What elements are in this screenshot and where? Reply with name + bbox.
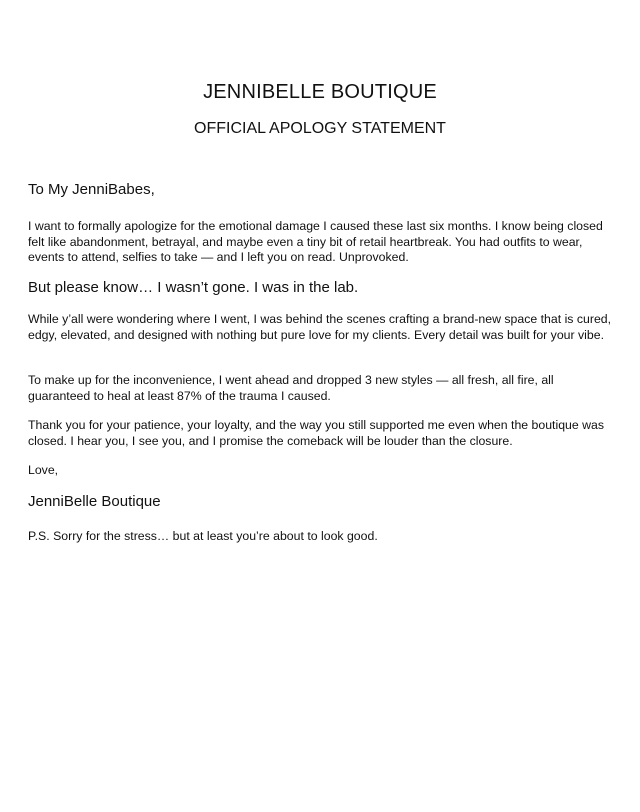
- document-title: JENNIBELLE BOUTIQUE: [203, 81, 437, 103]
- paragraph-thanks: Thank you for your patience, your loyalty, and the way you still supported me even when the boutique was closed. I hear you, I see you, and I promise the comeback will be louder than the closure.: [28, 418, 605, 448]
- paragraph-new-styles: To make up for the inconvenience, I went ahead and dropped 3 new styles — all fresh, all fire, all guaranteed to heal at least 87% of the trauma I caused.: [28, 373, 554, 403]
- greeting: To My JenniBabes,: [28, 181, 155, 198]
- postscript: P.S. Sorry for the stress… but at least you’re about to look good.: [28, 529, 378, 543]
- paragraph-new-space: While y’all were wondering where I went, I was behind the scenes crafting a brand-new space that is cured, edgy, elevated, and designed with nothing but pure love for my clients. Every detail was built for your vibe.: [28, 312, 612, 342]
- signature: JenniBelle Boutique: [28, 493, 161, 510]
- document-subtitle: OFFICIAL APOLOGY STATEMENT: [194, 120, 446, 137]
- closing-line: Love,: [28, 463, 59, 477]
- emphasis-line: But please know… I wasn’t gone. I was in the lab.: [28, 279, 359, 296]
- paragraph-apology: I want to formally apologize for the emotional damage I caused these last six months. I know being closed felt like abandonment, betrayal, and maybe even a tiny bit of retail heartbreak. You had outfits to wear, events to attend, selfies to take — and I left you on read. Unprovoked.: [28, 219, 603, 265]
